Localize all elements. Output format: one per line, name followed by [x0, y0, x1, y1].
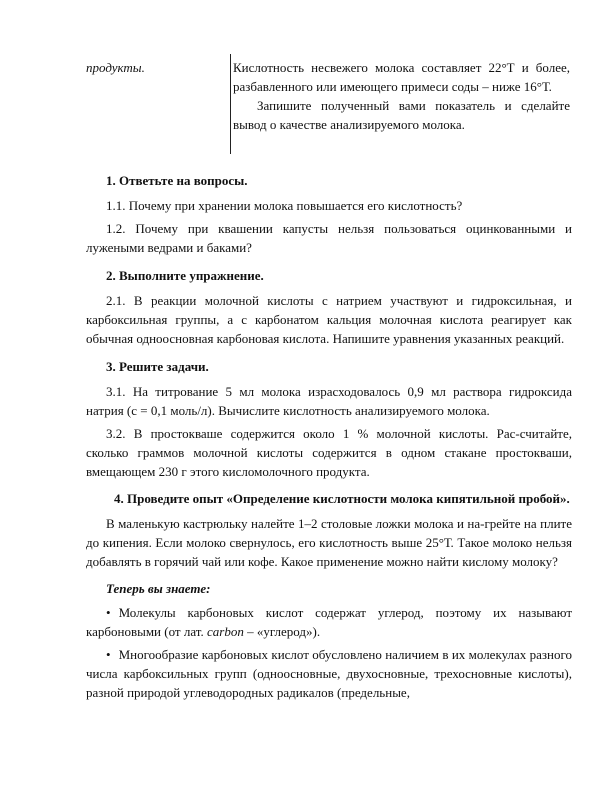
table-column-divider — [230, 54, 231, 154]
knowledge-bullet-2 — [86, 645, 572, 702]
problem-3-2: 3.2. В простокваше содержится около 1 % молочной кислоты. Рас-считайте, сколько граммов молочной кислоты содержится в одном стакане простокваши, вмещающем 230 г этого кисломолочного продукта. — [86, 426, 572, 479]
table-fragment — [86, 54, 572, 154]
problem-3-1: 3.1. На титрование 5 мл молока израсходовалось 0,9 мл раствора гидроксида натрия (с = 0,1 моль/л). Вычислите кислотность анализируемого молока. — [86, 384, 572, 418]
table-left-cell: продукты. — [86, 60, 145, 75]
document-body — [86, 171, 572, 706]
latin-term: carbon — [206, 624, 244, 639]
bullet-1-text-start: Молекулы карбоновых кислот содержат углерод, поэтому их называют карбоновыми (от лат. — [86, 605, 572, 639]
knowledge-bullet-1 — [86, 603, 572, 641]
bullet-2-text: Многообразие карбоновых кислот обусловлено наличием в их молекулах разного числа карбоксильных групп (одноосновные, двухосновные, трехосновные кислоты), разной природой углеводородных радикалов (предельные, — [86, 647, 572, 700]
exercise-2-1: 2.1. В реакции молочной кислоты с натрием участвуют и гидроксильная, и карбоксильная группы, а с карбонатом кальция молочная кислота реагирует как обычная одноосновная карбоновая кислота. Напишите уравнения указанных реакций. — [86, 293, 572, 346]
section-heading-exercise: 2. Выполните упражнение. — [106, 268, 264, 283]
section-heading-problems: 3. Решите задачи. — [106, 359, 209, 374]
question-1-1: 1.1. Почему при хранении молока повышается его кислотность? — [106, 198, 463, 213]
question-1-2: 1.2. Почему при квашении капусты нельзя пользоваться оцинкованными и лужеными ведрами и баками? — [86, 221, 572, 255]
bullet-icon: • — [106, 605, 111, 620]
section-heading-experiment: 4. Проведите опыт «Определение кислотности молока кипятильной пробой». — [114, 491, 570, 506]
acidity-norm-text: Кислотность несвежего молока составляет 22°Т и более, разбавленного или имеющего примеси соды – ниже 16°Т. — [233, 60, 570, 94]
experiment-text: В маленькую кастрюльку налейте 1–2 столовые ложки молока и на-грейте на плите до кипения. Если молоко свернулось, его кислотность выше 25°Т. Такое молоко нельзя добавлять в горячий чай или кофе. Какое применение можно найти кислому молоку? — [86, 516, 572, 569]
bullet-1-text-end: – «углерод»). — [243, 624, 321, 639]
bullet-icon: • — [106, 647, 111, 662]
now-you-know-heading: Теперь вы знаете: — [106, 581, 211, 596]
table-right-cell — [233, 58, 570, 134]
record-conclusion-text: Запишите полученный вами показатель и сделайте вывод о качестве анализируемого молока. — [233, 98, 570, 132]
section-heading-questions: 1. Ответьте на вопросы. — [106, 173, 248, 188]
